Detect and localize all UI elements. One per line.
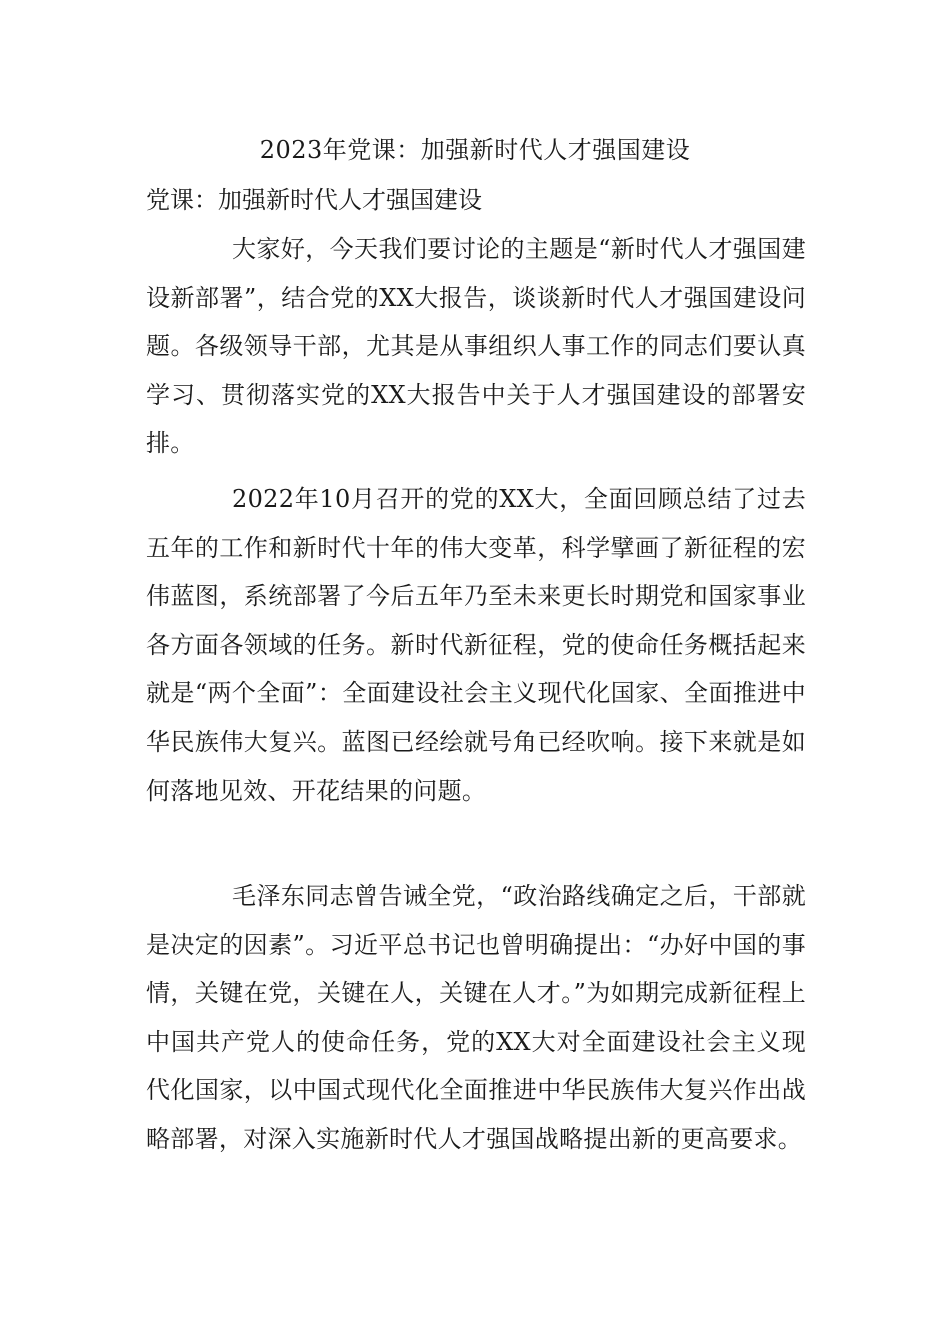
paragraph-congress-review: 2022年10月召开的党的XX大，全面回顾总结了过去五年的工作和新时代十年的伟大变革，科学擘画了新征程的宏伟蓝图，系统部署了今后五年乃至未来更长时期党和国家事业各方面各领域的任务。新时代新征程，党的使命任务概括起来就是“两个全面”：全面建设社会主义现代化国家、全面推进中华民族伟大复兴。蓝图已经绘就号角已经吹响。接下来就是如何落地见效、开花结果的问题。 — [146, 485, 806, 805]
paragraph-intro: 大家好，今天我们要讨论的主题是“新时代人才强国建设新部署”，结合党的XX大报告，谈谈新时代人才强国建设问题。各级领导干部，尤其是从事组织人事工作的同志们要认真学习、贯彻落实党的XX大报告中关于人才强国建设的部署安排。 — [146, 235, 806, 458]
document-subtitle: 党课：加强新时代人才强国建设 — [146, 186, 482, 214]
document-title: 2023年党课：加强新时代人才强国建设 — [259, 136, 691, 164]
paragraph-talent-strategy: 毛泽东同志曾告诫全党，“政治路线确定之后，干部就是决定的因素”。习近平总书记也曾明确提出：“办好中国的事情，关键在党，关键在人，关键在人才。”为如期完成新征程上中国共产党人的使命任务，党的XX大对全面建设社会主义现代化国家，以中国式现代化全面推进中华民族伟大复兴作出战略部署，对深入实施新时代人才强国战略提出新的更高要求。 — [146, 882, 806, 1153]
